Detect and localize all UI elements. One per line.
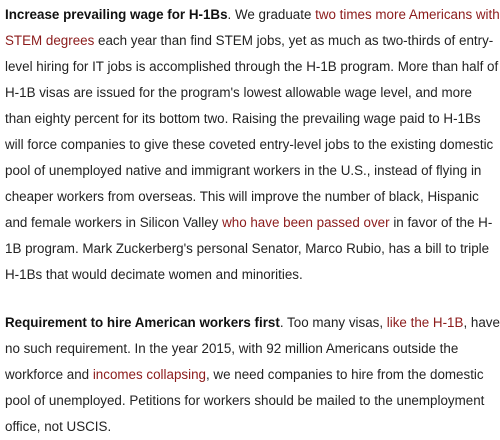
link-like-the-h1b[interactable]: like the H-1B: [386, 315, 464, 330]
paragraph-heading: Increase prevailing wage for H-1Bs: [5, 7, 228, 22]
paragraph-text: We graduate: [231, 7, 316, 22]
link-incomes-collapsing[interactable]: incomes collapsing: [92, 367, 206, 382]
paragraph-text: each year than find STEM jobs, yet as much as two-thirds of entry-level hiring for IT jobs is accomplished through the H-1B program. More than half of H-1B visas are issued for the program's lowest allowable wage level, and more than eighty percent for its bottom two. Raising the prevailing wage paid to H-1Bs will force companies to give these coveted entry-level jobs to the existing domestic pool of unemployed native and immigrant workers in the U.S., instead of flying in cheaper workers from overseas. This will improve the number of black, Hispanic and female workers in Silicon Valley: [5, 33, 499, 230]
paragraph-text: Too many visas,: [283, 315, 387, 330]
paragraph-heading: Requirement to hire American workers first: [5, 315, 280, 330]
paragraph-text: , we need companies to hire from the domestic pool of unemployed. Petitions for workers should be mailed to the unemployment office, not USCIS.: [5, 367, 485, 434]
paragraph-text: , have no such requirement. In the year 2015, with 92 million Americans outside the workforce and: [5, 315, 500, 382]
link-passed-over[interactable]: who have been passed over: [222, 215, 390, 230]
paragraph-prevailing-wage: [5, 2, 500, 288]
paragraph-text: in favor of the H-1B program. Mark Zuckerberg's personal Senator, Marco Rubio, has a bill to triple H-1Bs that would decimate women and minorities.: [5, 215, 493, 282]
paragraph-hire-american-first: [5, 310, 500, 440]
link-stem-degrees[interactable]: two times more Americans with STEM degrees: [5, 7, 500, 48]
heading-period: .: [279, 315, 284, 330]
heading-period: .: [227, 7, 232, 22]
